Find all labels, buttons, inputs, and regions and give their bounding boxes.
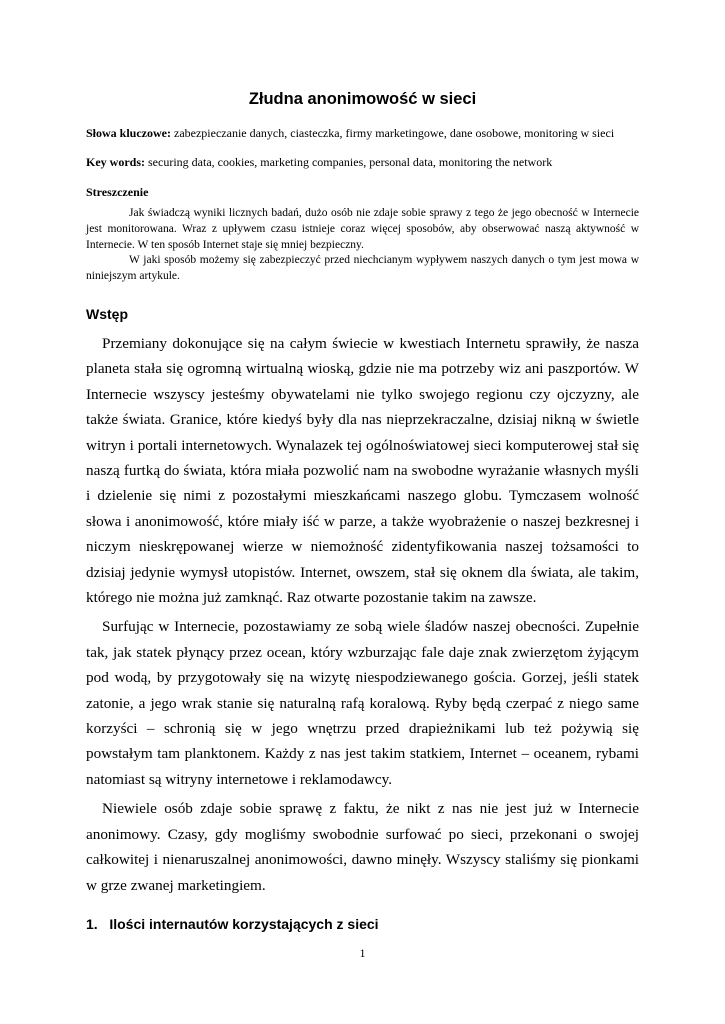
- section-1-heading: 1. Ilości internautów korzystających z sieci: [86, 915, 379, 932]
- page-number: 1: [359, 946, 366, 960]
- body-paragraph: Niewiele osób zdaje sobie sprawę z faktu, że nikt z nas nie jest już w Internecie anonimowy. Czasy, gdy mogliśmy swobodnie surfować po sieci, przekonani o swojej całkowitej i nienaruszalnej anonimowości, dawno minęły. Wszyscy staliśmy się pionkami w grze zwanej marketingiem.: [86, 800, 639, 894]
- keywords-en-label: Key words:: [86, 155, 145, 170]
- intro-heading: Wstęp: [86, 305, 128, 322]
- keywords-pl: [86, 126, 639, 142]
- abstract-paragraph: W jaki sposób możemy się zabezpieczyć przed niechcianym wypływem naszych danych o tym jest mowa w niniejszym artykule.: [86, 254, 639, 283]
- keywords-en: [86, 155, 639, 171]
- keywords-pl-label: Słowa kluczowe:: [86, 125, 171, 140]
- intro-body: [86, 331, 639, 898]
- keywords-pl-text: zabezpieczanie danych, ciasteczka, firmy marketingowe, dane osobowe, monitoring w sieci: [171, 125, 615, 140]
- abstract-paragraph: Jak świadczą wyniki licznych badań, dużo osób nie zdaje sobie sprawy z tego że jego obecność w Internecie jest monitorowana. Wraz z upływem czasu istnieje coraz więcej sposobów, aby obserwować naszą aktywność w Internecie. W ten sposób Internet staje się mniej bezpieczny.: [86, 206, 639, 251]
- keywords-en-text: securing data, cookies, marketing companies, personal data, monitoring the network: [145, 155, 553, 170]
- body-paragraph: Surfując w Internecie, pozostawiamy ze sobą wiele śladów naszej obecności. Zupełnie tak, jak statek płynący przez ocean, który wzburzając fale daje znak zwierzętom żyjącym pod wodą, by przygotowały się na wizytę niespodziewanego gościa. Gorzej, jeśli statek zatonie, a jego wrak stanie się naturalną rafą koralową. Ryby będą czerpać z niego same korzyści – schronią się w jego wnętrzu przed drapieżnikami lub też pożywią się powstałym tam planktonem. Każdy z nas jest takim statkiem, Internet – oceanem, rybami natomiast są witryny internetowe i reklamodawcy.: [86, 618, 639, 788]
- document-title: Złudna anonimowość w sieci: [248, 90, 477, 108]
- abstract-heading: Streszczenie: [86, 184, 149, 199]
- body-paragraph: Przemiany dokonujące się na całym świecie w kwestiach Internetu sprawiły, że nasza planeta stała się ogromną wirtualną wioską, gdzie nie ma potrzeby wiz ani paszportów. W Internecie wszyscy jesteśmy obywatelami nie tylko swojego regionu czy ojczyzny, ale także świata. Granice, które kiedyś były dla nas nieprzekraczalne, dzisiaj nikną w świetle witryn i portali internetowych. Wynalazek tej ogólnoświatowej sieci komputerowej stał się naszą furtką do świata, która miała pozwolić nam na swobodne wyrażanie własnych myśli i dzielenie się nimi z pozostałymi mieszkańcami naszego globu. Tymczasem wolność słowa i anonimowość, które miały iść w parze, a także wyobrażenie o naszej bezkresnej i niczym nieskrępowanej wierze w niemożność zidentyfikowania naszej tożsamości to dzisiaj jedynie wymysł utopistów. Internet, owszem, stał się oknem dla świata, ale takim, którego nie można już zamknąć. Raz otwarte pozostanie takim na zawsze.: [86, 334, 639, 607]
